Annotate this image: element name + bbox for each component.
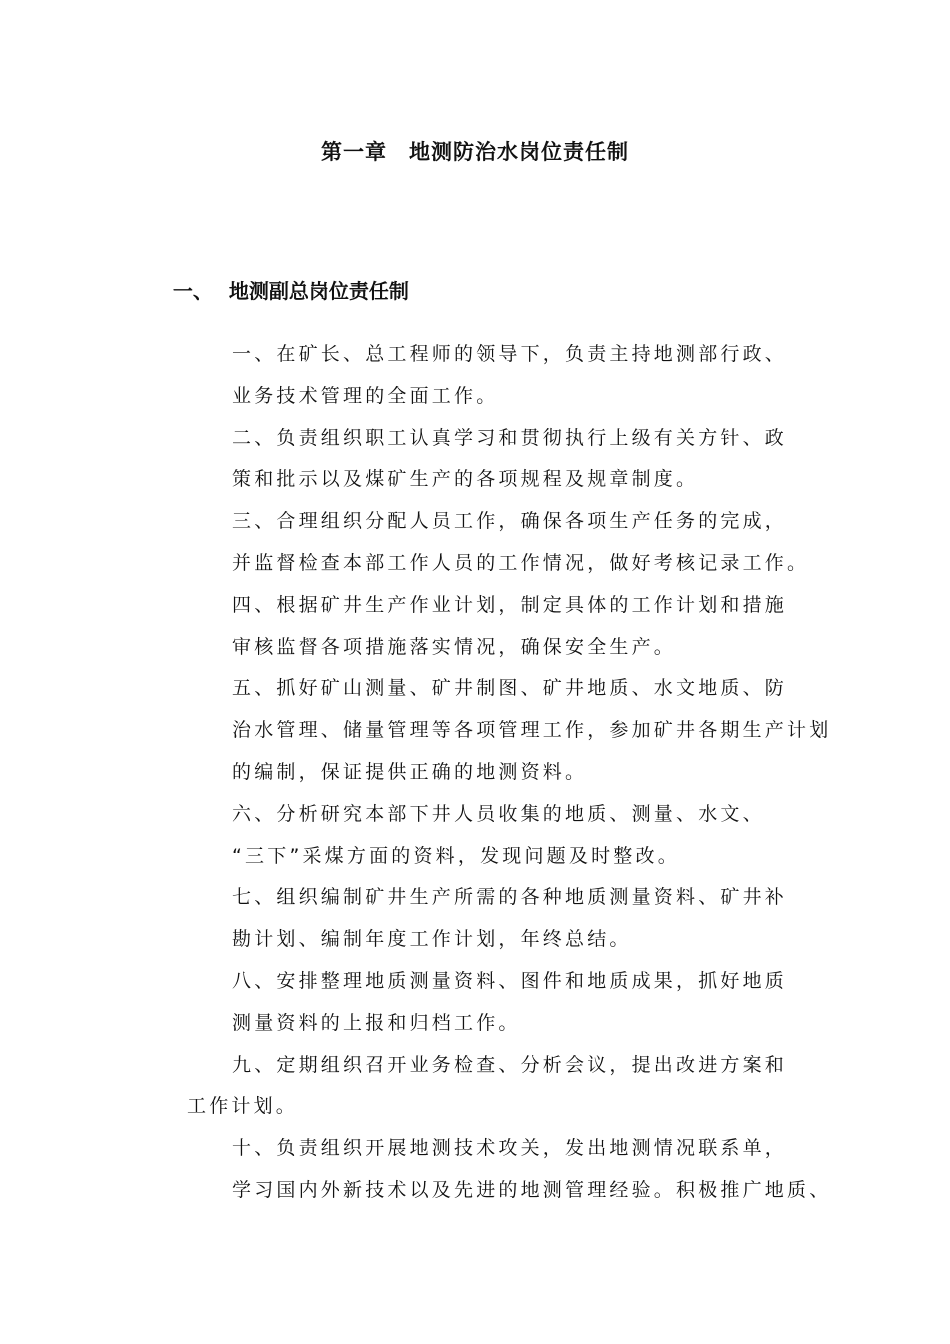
paragraph-line: 治水管理、储量管理等各项管理工作，参加矿井各期生产计划 <box>232 719 832 742</box>
paragraph-line: 七、组织编制矿井生产所需的各种地质测量资料、矿井补 <box>232 886 788 909</box>
paragraph-line: “三下”采煤方面的资料，发现问题及时整改。 <box>232 844 680 867</box>
paragraph-line: 勘计划、编制年度工作计划，年终总结。 <box>232 928 632 951</box>
paragraph-line: 五、抓好矿山测量、矿井制图、矿井地质、水文地质、防 <box>232 677 788 700</box>
section-number: 一、 <box>172 279 213 303</box>
paragraph-line: 工作计划。 <box>187 1095 299 1118</box>
paragraph-5 <box>190 668 832 793</box>
paragraph-line: 并监督检查本部工作人员的工作情况，做好考核记录工作。 <box>232 551 810 574</box>
paragraph-line: 四、根据矿井生产作业计划，制定具体的工作计划和措施 <box>232 593 788 616</box>
paragraph-10 <box>190 1128 832 1212</box>
paragraph-line: 一、在矿长、总工程师的领导下，负责主持地测部行政、 <box>232 343 788 365</box>
paragraph-line: 学习国内外新技术以及先进的地测管理经验。积极推广地质、 <box>232 1178 832 1201</box>
paragraph-9 <box>187 1045 804 1129</box>
paragraph-8 <box>190 961 804 1045</box>
paragraph-line: 十、负责组织开展地测技术攻关，发出地测情况联系单， <box>232 1137 788 1160</box>
paragraph-line: 二、负责组织职工认真学习和贯彻执行上级有关方针、政 <box>232 426 788 449</box>
paragraph-1 <box>190 334 804 418</box>
chapter-title: 第一章 地测防治水岗位责任制 <box>321 140 629 164</box>
section-heading <box>145 251 409 328</box>
paragraph-line: 三、合理组织分配人员工作，确保各项生产任务的完成， <box>232 510 788 533</box>
paragraph-line: 审核监督各项措施落实情况，确保安全生产。 <box>232 635 677 658</box>
section-title: 地测副总岗位责任制 <box>228 279 409 303</box>
paragraph-line: 八、安排整理地质测量资料、图件和地质成果，抓好地质 <box>232 969 788 992</box>
paragraph-line: 六、分析研究本部下井人员收集的地质、测量、水文、 <box>232 802 765 825</box>
body-text <box>187 334 832 1212</box>
paragraph-line: 业务技术管理的全面工作。 <box>232 384 499 407</box>
paragraph-line: 策和批示以及煤矿生产的各项规程及规章制度。 <box>232 468 699 491</box>
paragraph-6 <box>190 794 804 878</box>
paragraph-line: 测量资料的上报和归档工作。 <box>232 1011 521 1034</box>
paragraph-7 <box>190 877 804 961</box>
paragraph-4 <box>190 585 804 669</box>
paragraph-2 <box>190 418 804 502</box>
paragraph-line: 九、定期组织召开业务检查、分析会议，提出改进方案和 <box>232 1053 788 1076</box>
paragraph-line: 的编制，保证提供正确的地测资料。 <box>232 760 588 783</box>
paragraph-3 <box>190 501 810 585</box>
